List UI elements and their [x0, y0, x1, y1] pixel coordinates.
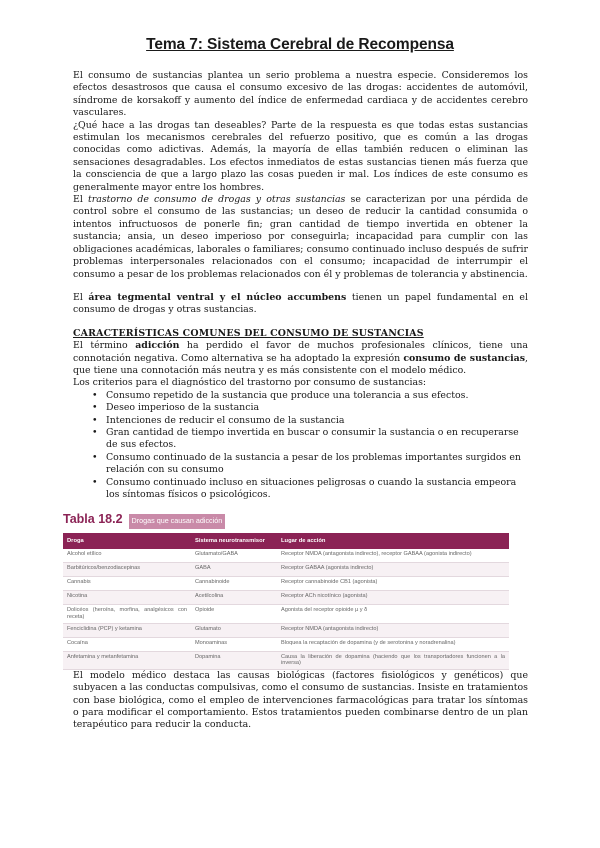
table-row: Cocaína Monoaminas Bloquea la recaptación de dopamina (y de serotonina y noradrenalina)	[63, 637, 509, 651]
list-item: • Deseo imperioso de la sustancia	[106, 402, 528, 414]
table-row: Fenciclidina (PCP) y ketamina Glutamato Receptor NMDA (antagonista indirecto)	[63, 623, 509, 637]
table-row: Alcohol etílico Glutamato/GABA Receptor NMDA (antagonista indirecto), receptor GABAA (agonista indirecto)	[63, 549, 509, 563]
intro-paragraph-3: El trastorno de consumo de drogas y otras sustancias se caracterizan por una pérdida de control sobre el consumo de las sustancias; un deseo de reducir la cantidad consumida o intentos infructuosos de ponerle fin; gran cantidad de tiempo invertida en obtener la sustancia; ansia, un deseo imperioso por conseguirla; incapacidad para cumplir con las obligaciones académicas, laborales o familiares; consumo continuado incluso después de sufrir problemas interpersonales relacionados con el consumo; incapacidad de interrumpir el consumo a pesar de los problemas relacionados con él y problemas de tolerancia y abstinencia.	[73, 194, 529, 280]
list-item: • Consumo continuado incluso en situaciones peligrosas o cuando la sustancia empeora los síntomas físicos o psicológicos.	[106, 477, 528, 502]
table-title: Drogas que causan adicción	[129, 514, 226, 528]
intro-paragraph-1: El consumo de sustancias plantea un serio problema a nuestra especie. Consideremos los efectos desastrosos que causa el consumo excesivo de las drogas: accidentes de automóvil, síndrome de korsakoff y aumento del índice de enfermedad cardiaca y de accidentes cerebro vasculares.	[73, 70, 528, 119]
substance-use-term: consumo de sustancias	[403, 352, 526, 364]
table-row: Nicotina Acetilcolina Receptor ACh nicotínico (agonista)	[63, 591, 509, 605]
list-item: • Consumo continuado de la sustancia a pesar de los problemas importantes surgidos en relación con su consumo	[106, 452, 528, 477]
table-row: Dolicéos (heroína, morfina, analgésicos con receta) Opioide Agonista del receptor opioide µ y δ	[63, 605, 509, 623]
table-number: Tabla 18.2	[63, 512, 123, 527]
list-item: • Gran cantidad de tiempo invertida en buscar o consumir la sustancia o en recuperarse de sus efectos.	[106, 427, 528, 452]
table-caption	[63, 513, 509, 528]
addiction-term: adicción	[135, 340, 180, 352]
column-header: Droga	[63, 533, 191, 550]
table-row: Anfetamina y metanfetamina Dopamina Causa la liberación de dopamina (haciendo que los transportadores funcionen a la inversa)	[63, 651, 509, 669]
drug-table-figure	[63, 513, 509, 669]
drug-table	[63, 533, 509, 670]
section-heading: CARACTERÍSTICAS COMUNES DEL CONSUMO DE SUSTANCIAS	[73, 327, 424, 339]
table-row: Barbitúricos/benzodiacepinas GABA Receptor GABAA (agonista indirecto)	[63, 563, 509, 577]
table-row: Cannabis Cannabinoide Receptor cannabinoide CB1 (agonista)	[63, 577, 509, 591]
closing-paragraph: El modelo médico destaca las causas biológicas (factores fisiológicos y genéticos) que subyacen a las conductas compulsivas, como el consumo de sustancias. Insiste en tratamientos con base biológica, como el empleo de intervenciones farmacológicas para tratar los síntomas o para modificar el comportamiento. Estos tratamientos pueden combinarse dentro de un plan terapéutico para reducir la conducta.	[73, 669, 528, 731]
list-item: • Consumo repetido de la sustancia que produce una tolerancia a sus efectos.	[106, 390, 528, 402]
brain-areas-term: área tegmental ventral y el núcleo accumbens	[88, 291, 347, 303]
criteria-intro: Los criterios para el diagnóstico del trastorno por consumo de sustancias:	[73, 377, 427, 389]
disorder-term: trastorno de consumo de drogas y otras sustancias	[87, 194, 346, 206]
intro-paragraph-4: El área tegmental ventral y el núcleo accumbens tienen un papel fundamental en el consumo de drogas y otras sustancias.	[73, 291, 528, 316]
column-header: Sistema neurotransmisor	[191, 533, 277, 550]
section-paragraph: El término adicción ha perdido el favor de muchos profesionales clínicos, tiene una connotación negativa. Como alternativa se ha adoptado la expresión consumo de sustancias, que tiene una connotación más neutra y es más consistente con el modelo médico.	[73, 340, 528, 376]
intro-paragraph-2: ¿Qué hace a las drogas tan deseables? Parte de la respuesta es que todas estas sustancias estimulan los mecanismos cerebrales del refuerzo positivo, que es común a las drogas conocidas como adictivas. Además, la mayoría de ellas también reducen o eliminan las sensaciones desagradables. Los efectos inmediatos de estas sustancias tienen más fuerza que la consciencia de que a largo plazo las cosas pueden ir mal. Los índices de este consumo es generalmente mayor entre los hombres.	[73, 119, 528, 193]
criteria-list	[73, 390, 528, 502]
table-header-row	[63, 533, 509, 550]
document-body	[63, 70, 529, 732]
list-item: • Intenciones de reducir el consumo de la sustancia	[106, 415, 528, 427]
page-title: Tema 7: Sistema Cerebral de Recompensa	[146, 36, 454, 53]
column-header: Lugar de acción	[277, 533, 509, 550]
